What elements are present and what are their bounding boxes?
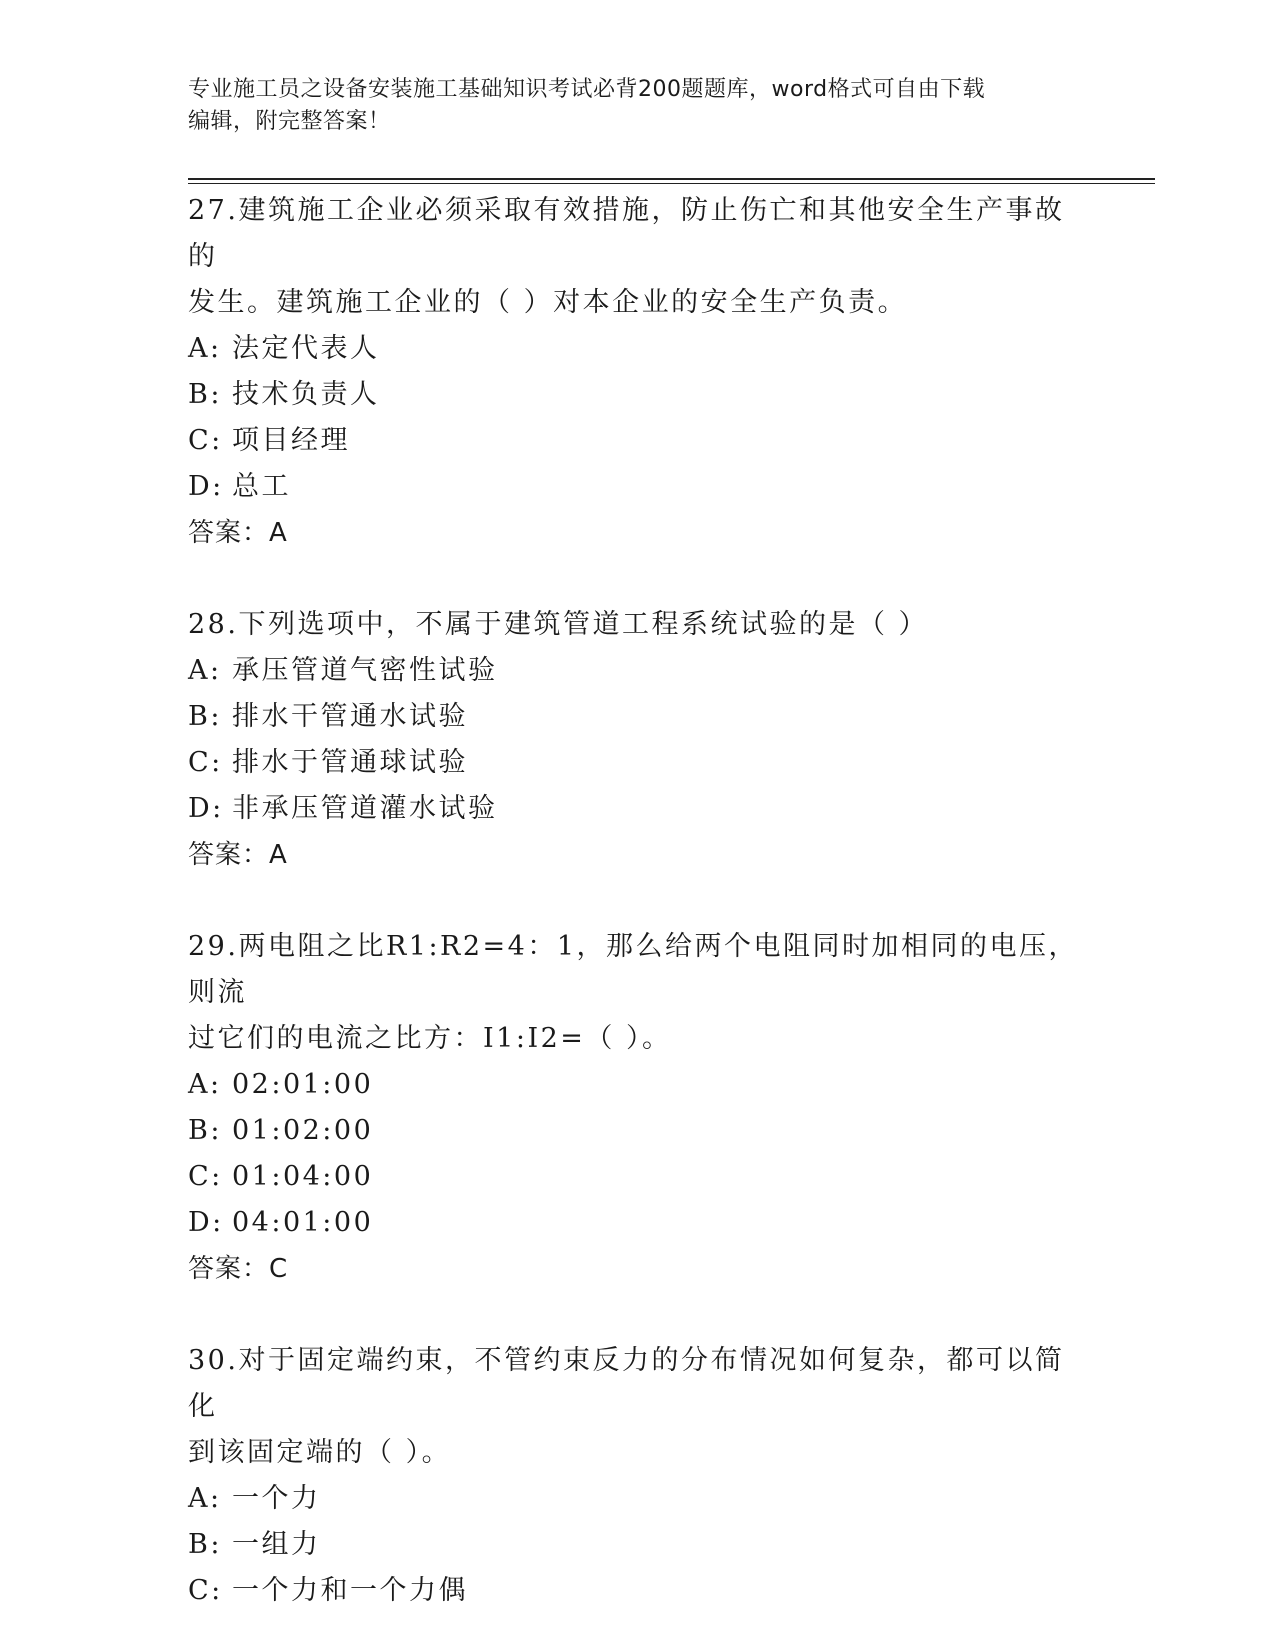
header-line-1: 专业施工员之设备安装施工基础知识考试必背200题题库，word格式可自由下载 — [188, 77, 986, 102]
question-29 — [188, 924, 1088, 1292]
header-divider-thin — [188, 183, 1155, 184]
option-b — [188, 372, 1088, 418]
header-line-2: 编辑，附完整答案！ — [188, 109, 391, 134]
option-text: 排水于管通球试验 — [232, 747, 468, 778]
option-letter: C: — [188, 1575, 223, 1606]
spacer — [188, 1292, 1088, 1338]
option-letter: C: — [188, 1161, 223, 1192]
option-text: 01:02:00 — [232, 1115, 374, 1146]
option-text: 01:04:00 — [232, 1161, 374, 1192]
option-d — [188, 786, 1088, 832]
header-divider-thick — [188, 178, 1155, 180]
option-b — [188, 694, 1088, 740]
option-a — [188, 1062, 1088, 1108]
option-c — [188, 1568, 1088, 1614]
question-text — [188, 188, 1088, 326]
option-c — [188, 1154, 1088, 1200]
option-letter: D: — [188, 1207, 224, 1238]
option-letter: B: — [188, 1115, 222, 1146]
spacer — [188, 878, 1088, 924]
option-c — [188, 418, 1088, 464]
option-letter: A: — [188, 655, 222, 686]
option-text: 非承压管道灌水试验 — [232, 793, 498, 824]
question-text — [188, 602, 1088, 648]
option-text: 一组力 — [232, 1529, 321, 1560]
question-text-line: 过它们的电流之比方：I1:I2=（ ）。 — [188, 1023, 672, 1054]
option-letter: A: — [188, 1483, 222, 1514]
option-text: 04:01:00 — [232, 1207, 374, 1238]
option-letter: C: — [188, 425, 223, 456]
option-text: 一个力 — [232, 1483, 321, 1514]
question-list — [188, 188, 1088, 1614]
option-letter: B: — [188, 1529, 222, 1560]
option-text: 02:01:00 — [232, 1069, 374, 1100]
option-text: 排水干管通水试验 — [232, 701, 468, 732]
option-letter: A: — [188, 1069, 222, 1100]
option-c — [188, 740, 1088, 786]
question-text — [188, 924, 1088, 1062]
spacer — [188, 556, 1088, 602]
question-text-line: 28.下列选项中，不属于建筑管道工程系统试验的是（ ） — [188, 609, 929, 640]
question-30 — [188, 1338, 1088, 1614]
option-b — [188, 1108, 1088, 1154]
option-a — [188, 648, 1088, 694]
answer: 答案：C — [188, 1254, 289, 1284]
option-letter: B: — [188, 701, 222, 732]
question-text-line: 到该固定端的（ ）。 — [188, 1437, 452, 1468]
option-text: 一个力和一个力偶 — [232, 1575, 468, 1606]
option-b — [188, 1522, 1088, 1568]
question-text-line: 27.建筑施工企业必须采取有效措施，防止伤亡和其他安全生产事故的 — [188, 195, 1065, 272]
option-d — [188, 1200, 1088, 1246]
option-letter: D: — [188, 471, 224, 502]
answer: 答案：A — [188, 840, 288, 870]
question-text-line: 30.对于固定端约束，不管约束反力的分布情况如何复杂，都可以简化 — [188, 1345, 1065, 1422]
question-text — [188, 1338, 1088, 1476]
option-letter: A: — [188, 333, 222, 364]
question-28 — [188, 602, 1088, 878]
question-27 — [188, 188, 1088, 556]
option-a — [188, 1476, 1088, 1522]
option-letter: D: — [188, 793, 224, 824]
option-text: 法定代表人 — [232, 333, 380, 364]
question-text-line: 29.两电阻之比R1:R2=4：1，那么给两个电阻同时加相同的电压，则流 — [188, 931, 1079, 1008]
option-letter: C: — [188, 747, 223, 778]
answer: 答案：A — [188, 518, 288, 548]
question-text-line: 发生。建筑施工企业的（ ）对本企业的安全生产负责。 — [188, 287, 908, 318]
option-a — [188, 326, 1088, 372]
option-letter: B: — [188, 379, 222, 410]
option-text: 总工 — [232, 471, 291, 502]
option-text: 项目经理 — [232, 425, 350, 456]
document-header — [188, 74, 1088, 138]
option-text: 技术负责人 — [232, 379, 380, 410]
option-text: 承压管道气密性试验 — [232, 655, 498, 686]
option-d — [188, 464, 1088, 510]
